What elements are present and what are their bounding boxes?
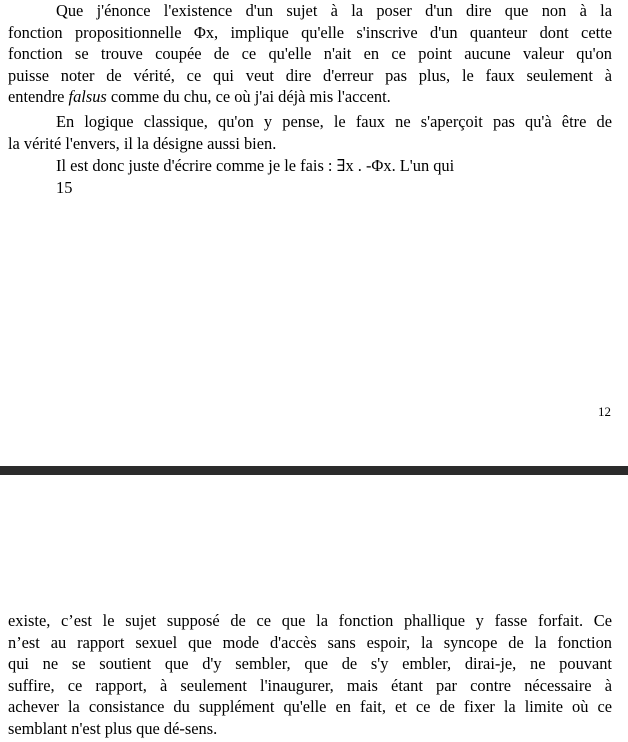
inline-number: 15 — [56, 178, 73, 197]
paragraph-3 — [8, 155, 612, 177]
text-fragment: comme du chu, ce où j'ai déjà mis l'accent. — [106, 87, 391, 106]
text-line: existe, c’est le sujet supposé de ce que la fonction phallique y fasse forfait. Ce — [8, 611, 612, 630]
bottom-page — [0, 475, 628, 742]
text-line: fonction se trouve coupée de ce qu'elle n'ait en ce point aucune valeur qu'on — [8, 44, 612, 63]
text-line: la vérité l'envers, il la désigne aussi bien. — [8, 133, 277, 153]
text-line — [8, 86, 612, 108]
page-divider — [0, 466, 628, 475]
italic-word: falsus — [68, 87, 107, 106]
text-line: achever la consistance du supplément qu'elle en fait, et ce de fixer la limite où ce — [8, 697, 612, 716]
page-number: 12 — [598, 404, 611, 419]
text-line: suffire, ce rapport, à seulement l'inaugurer, mais étant par contre nécessaire à — [8, 675, 612, 695]
text-line: semblant n'est plus que dé-sens. — [8, 718, 218, 738]
text-line: Il est donc juste d'écrire comme je le fais : ∃x . -Φx. L'un qui — [56, 156, 455, 175]
text-line: puisse noter de vérité, ce qui veut dire d'erreur pas plus, le faux seulement à — [8, 65, 612, 85]
text-fragment: entendre — [8, 87, 69, 106]
paragraph-2 — [8, 111, 612, 154]
text-line: fonction propositionnelle Φx, implique qu'elle s'inscrive d'un quanteur dont cette — [8, 22, 612, 42]
paragraph-1 — [8, 0, 612, 108]
text-line: n’est au rapport sexuel que mode d'accès sans espoir, la syncope de la fonction — [8, 632, 612, 652]
paragraph-continuation — [8, 610, 612, 739]
text-line: En logique classique, qu'on y pense, le faux ne s'aperçoit pas qu'à être de — [56, 112, 612, 131]
text-line: qui ne se soutient que d'y sembler, que de s'y embler, dirai-je, ne pouvant — [8, 654, 612, 673]
text-line: Que j'énonce l'existence d'un sujet à la poser d'un dire que non à la — [56, 1, 612, 20]
